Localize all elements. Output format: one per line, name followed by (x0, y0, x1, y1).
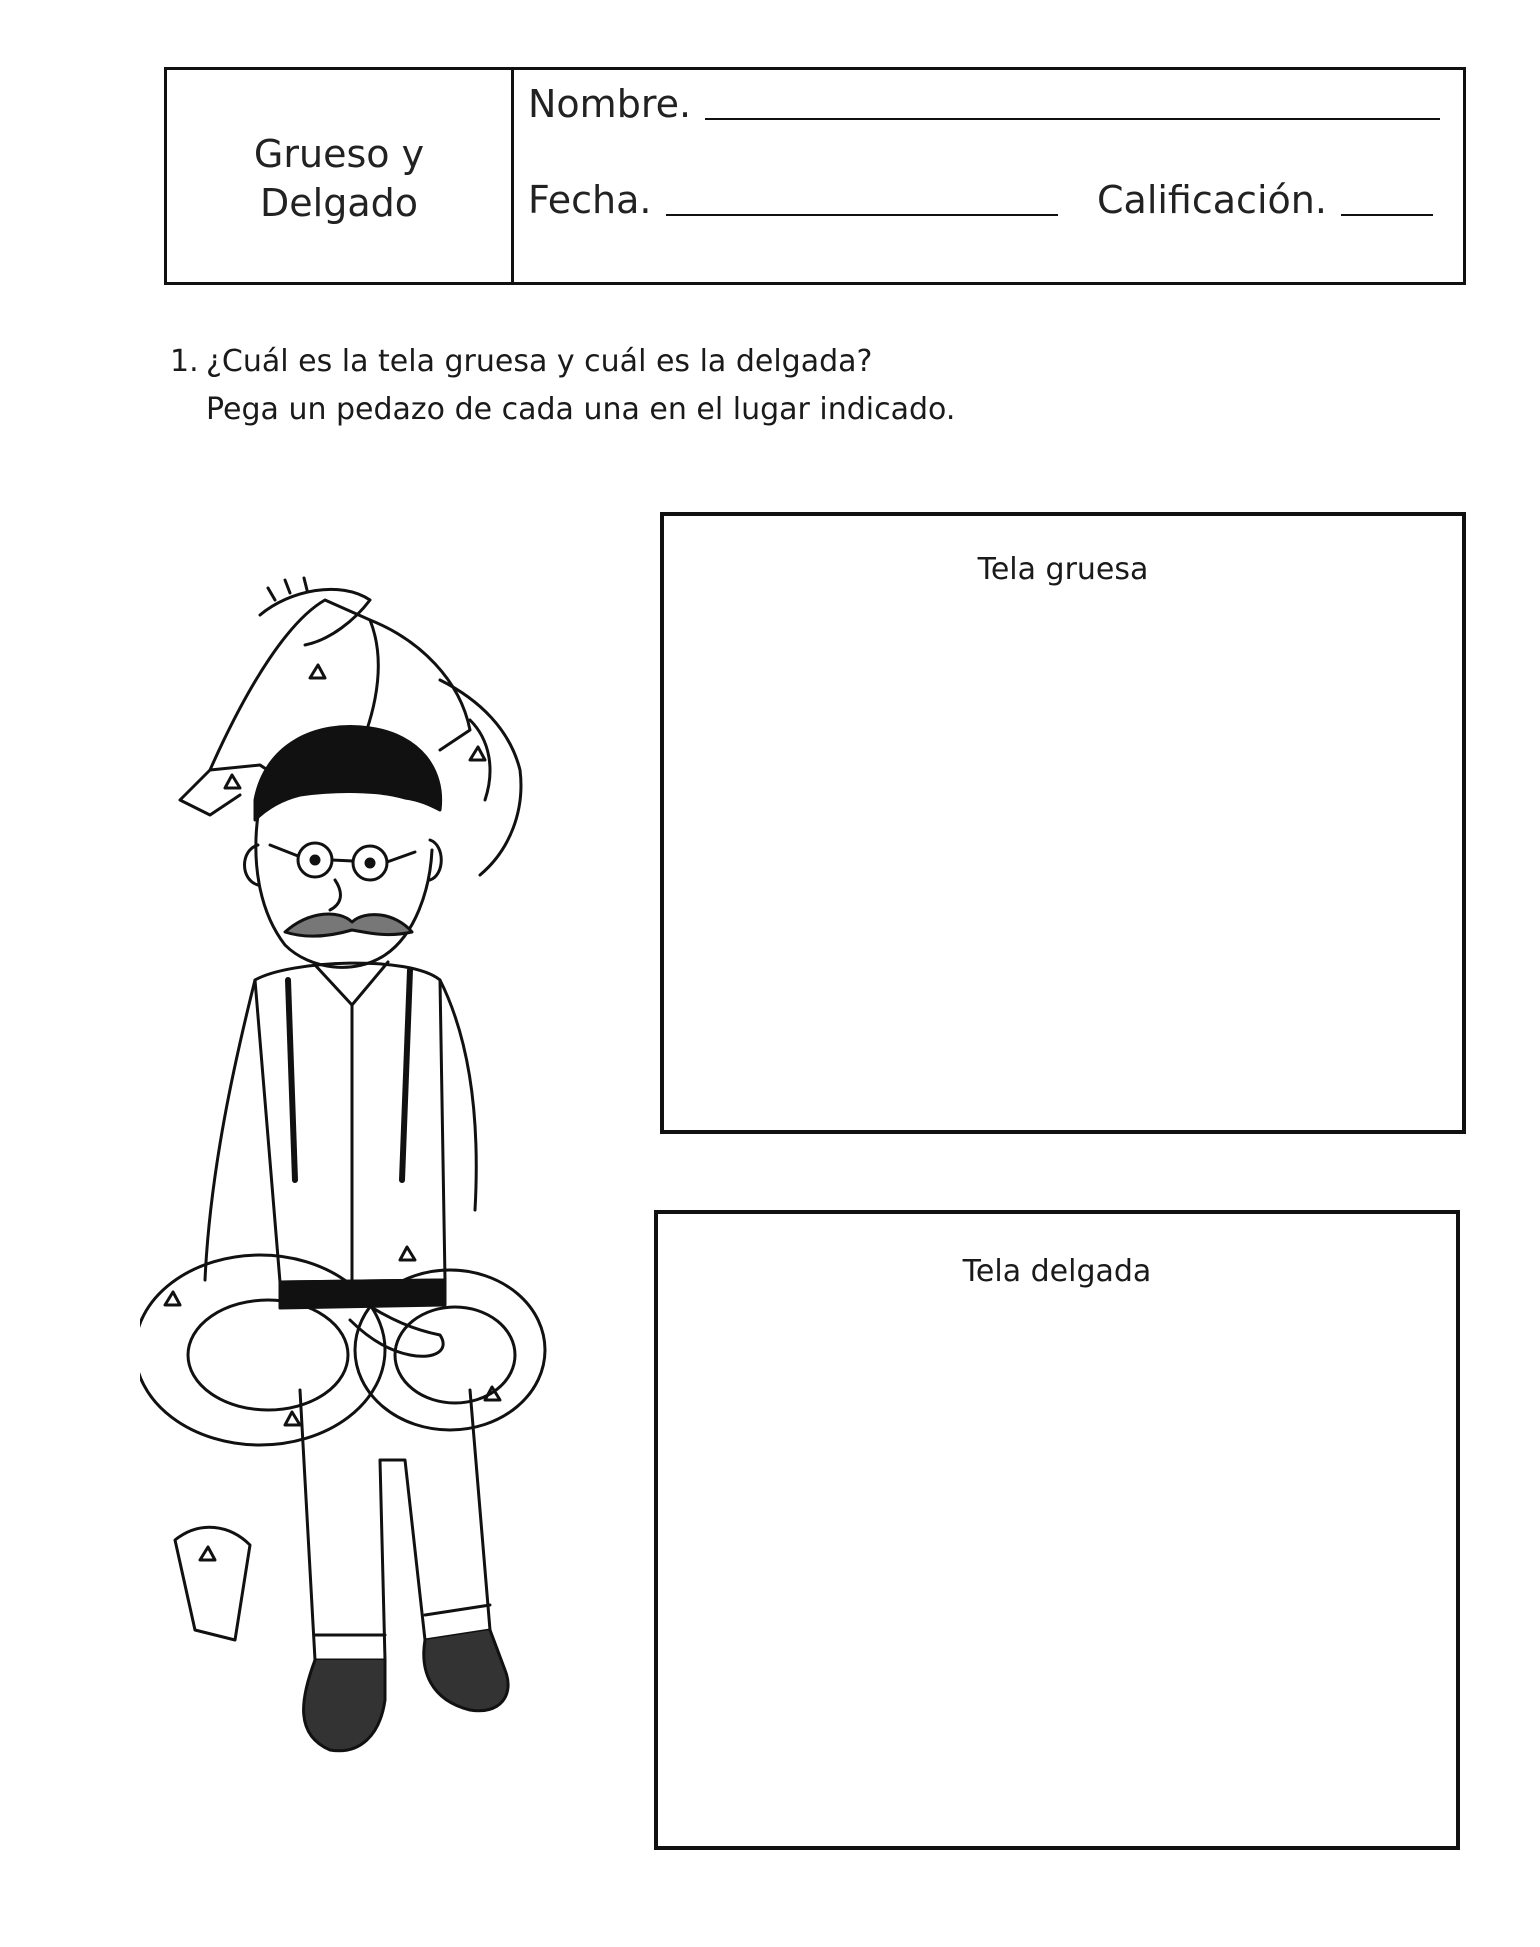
grade-field[interactable] (1097, 178, 1433, 222)
question-1 (170, 338, 955, 434)
name-field[interactable] (528, 82, 1440, 126)
title-line-2: Delgado (260, 181, 418, 225)
date-field[interactable] (528, 178, 1058, 222)
question-line-2: Pega un pedazo de cada una en el lugar indicado. (206, 392, 956, 427)
question-number: 1. (170, 344, 199, 379)
worksheet-header (164, 67, 1466, 285)
date-underline[interactable] (666, 214, 1058, 216)
name-label: Nombre. (528, 82, 692, 126)
thick-fabric-label: Tela gruesa (977, 552, 1149, 587)
title-cell (167, 70, 514, 282)
worksheet-title (254, 130, 424, 228)
question-line-1: ¿Cuál es la tela gruesa y cuál es la delgada? (206, 344, 873, 379)
student-fields (514, 70, 1463, 282)
thick-fabric-box[interactable] (660, 512, 1466, 1134)
date-label: Fecha. (528, 178, 652, 222)
title-line-1: Grueso y (253, 132, 425, 176)
thin-fabric-box[interactable] (654, 1210, 1460, 1850)
man-with-fabric-icon (140, 560, 620, 1780)
name-underline[interactable] (705, 118, 1440, 120)
grade-label: Calificación. (1097, 178, 1327, 222)
grade-underline[interactable] (1341, 214, 1433, 216)
thin-fabric-label: Tela delgada (962, 1254, 1152, 1289)
